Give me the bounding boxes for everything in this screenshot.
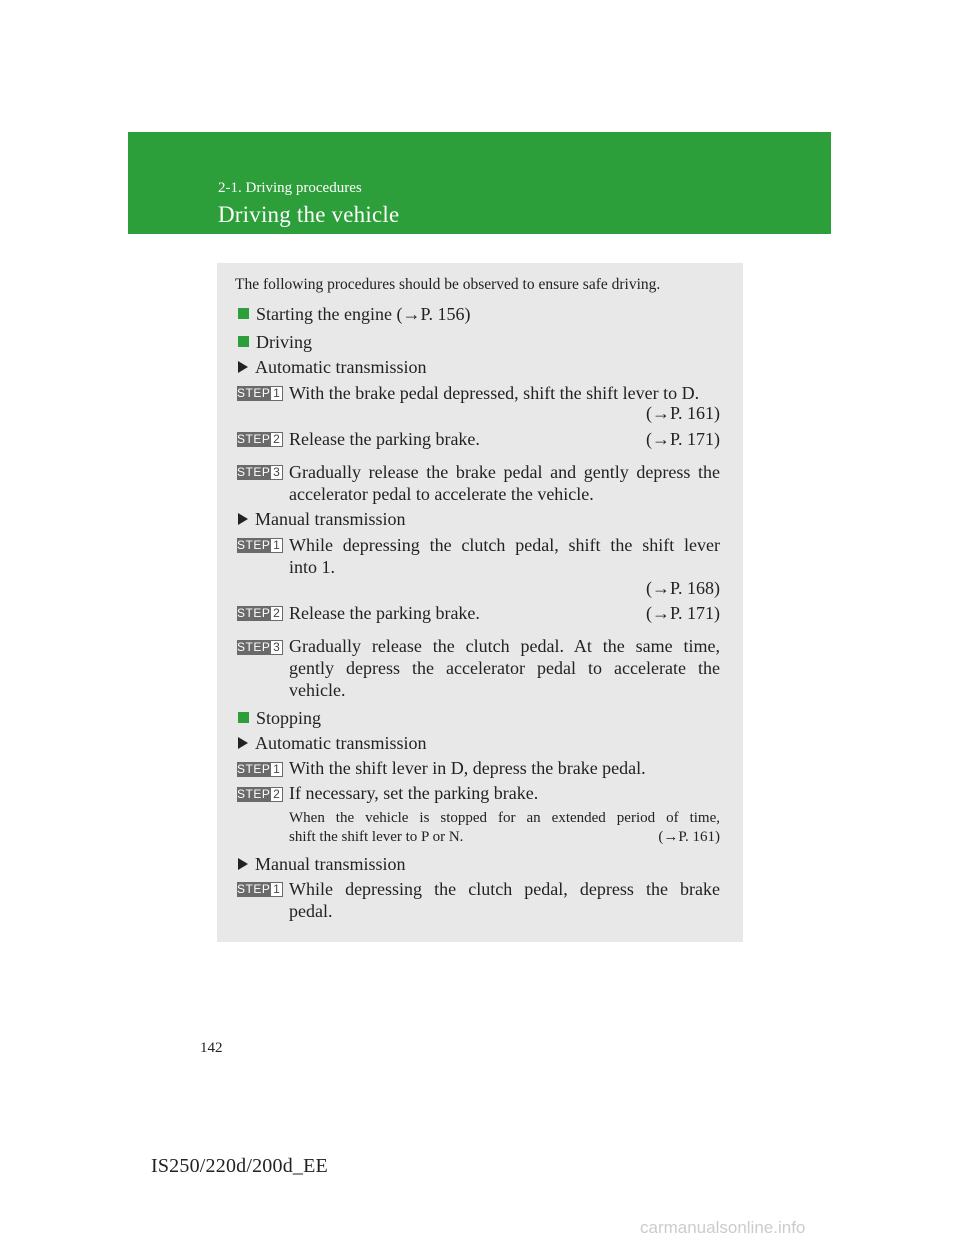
step-badge-number: 3: [270, 640, 283, 655]
subheading-label: Manual transmission: [255, 509, 406, 529]
step-badge-number: 2: [270, 787, 283, 802]
page-reference: (→P. 161): [658, 829, 720, 845]
heading-stopping: [238, 707, 321, 729]
step-text-line: accelerator pedal to accelerate the vehicle.: [289, 484, 594, 504]
heading-starting: [238, 303, 470, 325]
subheading-label: Automatic transmission: [255, 357, 427, 377]
step-badge-number: 1: [270, 538, 283, 553]
step-badge-label: STEP: [237, 432, 271, 446]
heading-starting-label: Starting the engine (→P. 156): [256, 304, 471, 324]
section-label: 2-1. Driving procedures: [218, 180, 362, 196]
subheading-label: Automatic transmission: [255, 733, 427, 753]
step-text-line: Gradually release the clutch pedal. At the same time,: [289, 636, 720, 656]
step-badge-number: 2: [270, 606, 283, 621]
procedure-box: [217, 263, 743, 942]
page-reference: (→P. 171): [645, 603, 720, 623]
subheading-stopping-manual: [238, 853, 406, 875]
subheading-label: Manual transmission: [255, 854, 406, 874]
step-text-line: pedal.: [289, 901, 333, 921]
model-code: IS250/220d/200d_EE: [151, 1155, 328, 1177]
page-reference: (→P. 161): [645, 403, 720, 423]
step-badge-label: STEP: [237, 762, 271, 776]
step-text: If necessary, set the parking brake.: [289, 783, 539, 803]
step-badge: [237, 538, 283, 553]
page-reference: (→P. 171): [645, 429, 720, 449]
triangle-bullet-icon: [238, 513, 248, 525]
heading-driving-label: Driving: [256, 332, 312, 352]
subheading-driving-manual: [238, 508, 406, 530]
heading-driving: [238, 331, 312, 353]
step-text: Release the parking brake.: [289, 603, 480, 623]
step-text-line: Gradually release the brake pedal and gently depress the: [289, 462, 720, 482]
step-text-line: vehicle.: [289, 680, 346, 700]
step-badge-label: STEP: [237, 538, 271, 552]
subheading-stopping-automatic: [238, 732, 426, 754]
step-badge-label: STEP: [237, 606, 271, 620]
step-badge-label: STEP: [237, 386, 271, 400]
step-badge: [237, 606, 283, 621]
subheading-driving-automatic: [238, 356, 426, 378]
heading-stopping-label: Stopping: [256, 708, 322, 728]
step-badge-label: STEP: [237, 882, 271, 896]
note-text-line: When the vehicle is stopped for an extended period of time,: [289, 810, 720, 826]
note-text-line: shift the shift lever to P or N.: [289, 829, 464, 845]
triangle-bullet-icon: [238, 858, 248, 870]
step-badge: [237, 465, 283, 480]
step-text-line: gently depress the accelerator pedal to accelerate the: [289, 658, 720, 678]
green-square-bullet-icon: [238, 336, 249, 347]
step-text-line: While depressing the clutch pedal, shift the shift lever: [289, 535, 720, 555]
step-badge: [237, 432, 283, 447]
green-square-bullet-icon: [238, 712, 249, 723]
step-badge-number: 1: [270, 386, 283, 401]
step-badge-label: STEP: [237, 640, 271, 654]
page-number: 142: [200, 1040, 223, 1056]
step-text: Release the parking brake.: [289, 429, 480, 449]
step-badge: [237, 386, 283, 401]
triangle-bullet-icon: [238, 361, 248, 373]
section-header-banner: [128, 132, 831, 234]
page-title: Driving the vehicle: [218, 202, 400, 227]
triangle-bullet-icon: [238, 737, 248, 749]
watermark: carmanualsonline.info: [640, 1218, 806, 1237]
step-text-line: While depressing the clutch pedal, depress the brake: [289, 879, 720, 899]
green-square-bullet-icon: [238, 308, 249, 319]
step-badge-label: STEP: [237, 465, 271, 479]
step-badge: [237, 762, 283, 777]
step-badge: [237, 787, 283, 802]
step-badge: [237, 640, 283, 655]
step-badge-number: 1: [270, 882, 283, 897]
step-badge: [237, 882, 283, 897]
step-text: With the brake pedal depressed, shift the shift lever to D.: [289, 383, 700, 403]
step-badge-number: 2: [270, 432, 283, 447]
step-text-line: into 1.: [289, 557, 336, 577]
intro-text: The following procedures should be observed to ensure safe driving.: [235, 276, 661, 293]
step-badge-number: 3: [270, 465, 283, 480]
step-badge-number: 1: [270, 762, 283, 777]
step-badge-label: STEP: [237, 787, 271, 801]
step-text: With the shift lever in D, depress the brake pedal.: [289, 758, 646, 778]
page-reference: (→P. 168): [645, 578, 720, 598]
